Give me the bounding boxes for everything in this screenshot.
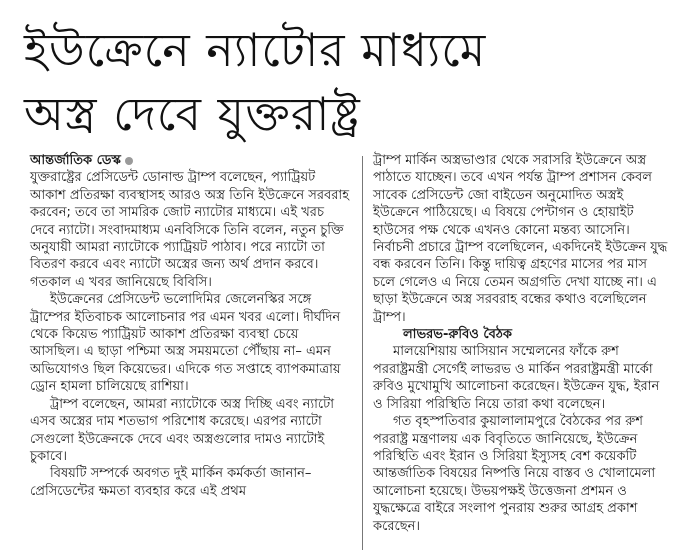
article-paragraph: ট্রাম্প বলেছেন, আমরা ন্যাটোকে অস্ত্র দিচ্ছি এবং ন্যাটো এসব অস্ত্রের দাম শতভাগ পরিশোধ করেছে। এরপর ন্যাটো সেগুলো ইউক্রেনকে দেবে এবং অস্ত্রগুলোর দামও ন্যাটোই চুকাবে। (30, 396, 334, 464)
article-paragraph: গত বৃহস্পতিবার কুয়ালালামপুরে বৈঠকের পর রুশ পররাষ্ট্র মন্ত্রণালয় এক বিবৃতিতে জানিয়েছে, ইউক্রেন পরিস্থিতি এবং ইরান ও সিরিয়া ইস্যুসহ বেশ কয়েকটি আন্তর্জাতিক বিষয়ের নিষ্পত্তি নিয়ে বাস্তব ও খোলামেলা আলোচনা হয়েছে। উভয়পক্ষই উত্তেজনা প্রশমন ও যুদ্ধক্ষেত্রে বাইরে সংলাপ পুনরায় শুরুর আগ্রহ প্রকাশ করেছেন। (373, 414, 656, 534)
article-column-left (30, 152, 352, 500)
headline-line-2: অস্ত্র দেবে যুক্তরাষ্ট্র (24, 87, 361, 141)
article-paragraph: মালয়েশিয়ায় আসিয়ান সম্মেলনের ফাঁকে রুশ পররাষ্ট্রমন্ত্রী সের্গেই লাভরভ ও মার্কিন পররাষ্ট্রমন্ত্রী মার্কো রুবিও মুখোমুখি আলোচনা করেছেন। ইউক্রেন যুদ্ধ, ইরান ও সিরিয়া পরিস্থিতি নিয়ে তারা কথা বলেছেন। (373, 344, 660, 412)
article-paragraph: যুক্তরাষ্ট্রের প্রেসিডেন্ট ডোনাল্ড ট্রাম্প বলেছেন, প্যাট্রিয়ট আকাশ প্রতিরক্ষা ব্যবস্থাসহ আরও অস্ত্র তিনি ইউক্রেনে সরবরাহ করবেন; তবে তা সামরিক জোট ন্যাটোর মাধ্যমে। এই খরচ দেবে ন্যাটো। সংবাদমাধ্যম এনবিসিকে তিনি বলেন, নতুন চুক্তি অনুযায়ী আমরা ন্যাটোকে প্যাট্রিয়ট পাঠাব। পরে ন্যাটো তা বিতরণ করবে এবং ন্যাটো অস্ত্রের জন্য অর্থ প্রদান করবে। গতকাল এ খবর জানিয়েছে বিবিসি। (30, 170, 350, 290)
subhead: লাভরভ-রুবিও বৈঠক (403, 327, 512, 343)
dateline-text: আন্তর্জাতিক ডেস্ক (30, 153, 121, 168)
bullet-dot-icon (125, 157, 133, 165)
headline (24, 18, 664, 146)
article-paragraph: বিষয়টি সম্পর্কে অবগত দুই মার্কিন কর্মকর্তা জানান– প্রেসিডেন্টের ক্ষমতা ব্যবহার করে এই প্রথম (30, 466, 312, 499)
column-divider (362, 156, 363, 550)
headline-line-1: ইউক্রেনে ন্যাটোর মাধ্যমে (24, 23, 487, 77)
article-paragraph: ট্রাম্প মার্কিন অস্ত্রভাণ্ডার থেকে সরাসরি ইউক্রেনে অস্ত্র পাঠাতে যাচ্ছেন। তবে এখন পর্যন্ত ট্রাম্প প্রশাসন কেবল সাবেক প্রেসিডেন্ট জো বাইডেন অনুমোদিত অস্ত্রই ইউক্রেনে পাঠিয়েছে। এ বিষয়ে পেন্টাগন ও হোয়াইট হাউসের পক্ষ থেকে এখনও কোনো মন্তব্য আসেনি। নির্বাচনী প্রচারে ট্রাম্প বলেছিলেন, একদিনেই ইউক্রেন যুদ্ধ বন্ধ করবেন তিনি। কিন্তু দায়িত্ব গ্রহণের মাসের পর মাস চলে গেলেও এ নিয়ে তেমন অগ্রগতি দেখা যাচ্ছে না। এ ছাড়া ইউক্রেনে অস্ত্র সরবরাহ বন্ধের কথাও বলেছিলেন ট্রাম্প। (373, 153, 668, 325)
article-column-right (373, 152, 669, 535)
dateline (30, 152, 352, 169)
article-paragraph: ইউক্রেনের প্রেসিডেন্ট ভলোদিমির জেলেনস্কির সঙ্গে ট্রাম্পের ইতিবাচক আলোচনার পর এমন খবর এলো। দীর্ঘদিন থেকে কিয়েভ প্যাট্রিয়ট আকাশ প্রতিরক্ষা ব্যবস্থা চেয়ে আসছিল। এ ছাড়া পশ্চিমা অস্ত্র সময়মতো পৌঁছায় না– এমন অভিযোগও ছিল কিয়েভের। এদিকে গত সপ্তাহে ব্যাপকমাত্রায় ড্রোন হামলা চালিয়েছে রাশিয়া। (30, 292, 341, 395)
